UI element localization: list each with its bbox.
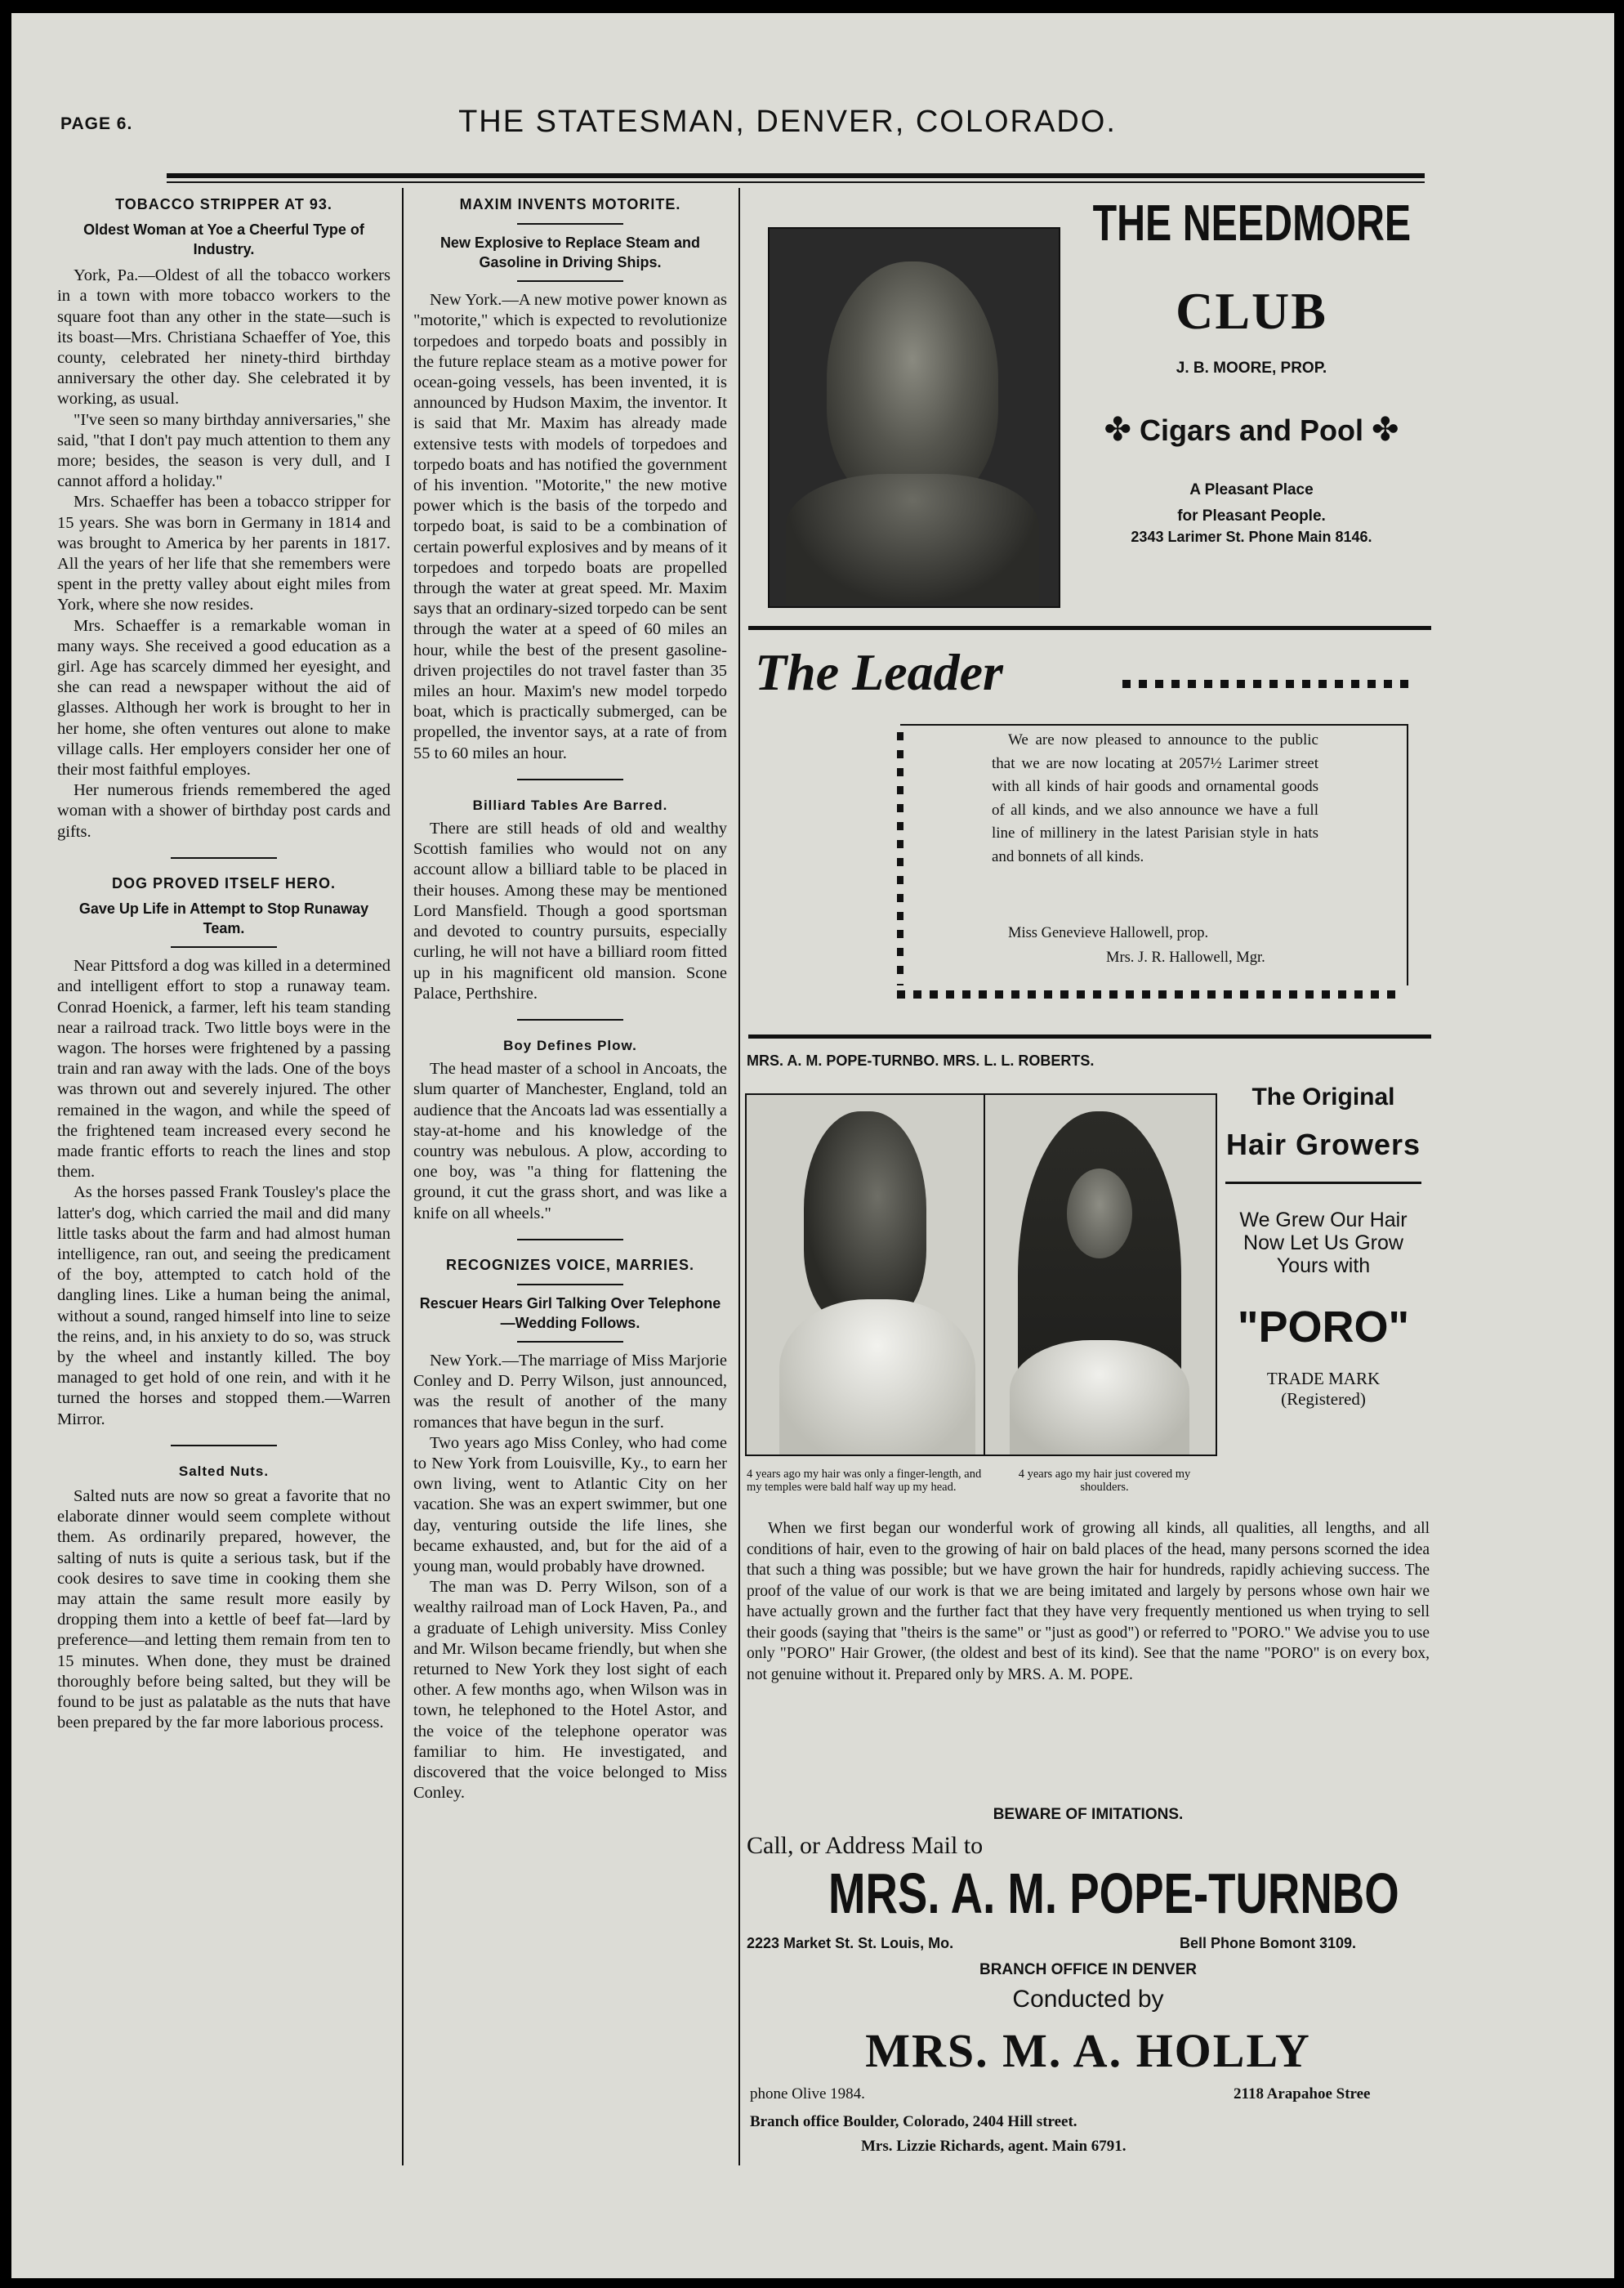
tobacco-paragraph: Mrs. Schaeffer is a remarkable woman in many ways. She received a good education as a girl. Age has scarcely dimmed her eyesight, and she can read a newspaper without the aid of glasses. Although her work is brought to her in her home, she often ventures out alone to make village calls. Her employers consider her one of their most faithful employes. — [57, 616, 390, 780]
voice-paragraph: The man was D. Perry Wilson, son of a wealthy railroad man of Lock Haven, Pa., and a graduate of Lehigh university. Miss Conley and Mr. Wilson became friendly, but when she returned to New York they lost sight of each other. A few months ago, when Wilson was in town, he telephoned to the Hotel Astor, and the voice of the telephone operator was familiar to him. He investigated, and discovered that the voice belonged to Miss Conley. — [413, 1578, 727, 1803]
before-photo — [745, 1093, 1002, 1456]
poro-slogan: We Grew Our Hair Now Let Us Grow Yours with — [1239, 1209, 1408, 1277]
tobacco-paragraph: Mrs. Schaeffer has been a tobacco stripper for 15 years. She was born in Germany in 1814 and was brought to America by her parents in 1817. All the years of her life that she remembers were spent in the pretty valley about eight miles from York, where she now resides. — [57, 493, 390, 614]
woman-profile-figure — [779, 1299, 975, 1455]
needmore-prop: J. B. MOORE, PROP. — [1176, 360, 1327, 377]
voice-paragraph: Two years ago Miss Conley, who had come to New York from Louisville, Ky., to earn her own living, went to Atlantic City on her vacation. She was an expert swimmer, but one day, venturing outside the life lines, she became exhausted, and, but for the aid of a young man, would probably have drowned. — [413, 1433, 727, 1575]
billiard-paragraph: There are still heads of old and wealthy Scottish families who would not on any account allow a billiard table to be placed in their houses. Among these may be mentioned Lord Mansfield. Though a good sportsman and devoted to country pursuits, especially curling, he will not have a billiard room fitted up in his magnificent old mansion. Scone Palace, Perthshire. — [413, 820, 727, 1003]
column-1 — [57, 194, 390, 1733]
voice-headline: RECOGNIZES VOICE, MARRIES. — [445, 1256, 695, 1273]
poro-agent: Mrs. Lizzie Richards, agent. Main 6791. — [861, 2138, 1127, 2155]
column-2 — [413, 194, 727, 1803]
leader-box-rule — [1407, 724, 1408, 985]
leader-mgr: Mrs. J. R. Hallowell, Mgr. — [1106, 950, 1265, 966]
fleuron-icon: ✤ — [1104, 411, 1131, 448]
tobacco-paragraph: Her numerous friends remembered the aged woman with a shower of birthday post cards and gifts. — [57, 781, 390, 841]
column-divider-2 — [738, 188, 740, 2165]
ad-divider — [748, 1035, 1431, 1039]
voice-paragraph: New York.—The marriage of Miss Marjorie Conley and D. Perry Wilson, just announced, was the result of another of the many romances that have begun in the surf. — [413, 1351, 727, 1432]
poro-registered: (Registered) — [1281, 1389, 1366, 1409]
poro-boulder: Branch office Boulder, Colorado, 2404 Hill street. — [750, 2113, 1077, 2130]
separator — [171, 857, 277, 859]
separator — [171, 1445, 277, 1446]
separator — [517, 280, 623, 282]
separator — [517, 1239, 623, 1240]
nuts-headline: Salted Nuts. — [178, 1463, 270, 1479]
poro-branch: BRANCH OFFICE IN DENVER — [979, 1961, 1197, 1978]
leader-ornament-border — [897, 990, 1403, 999]
separator — [517, 223, 623, 225]
poro-call: Call, or Address Mail to — [747, 1832, 984, 1859]
needmore-place1: A Pleasant Place — [1189, 481, 1314, 498]
leader-ornament-border — [897, 732, 903, 985]
tobacco-subhead: Oldest Woman at Yoe a Cheerful Type of Industry. — [83, 221, 364, 258]
leader-prop: Miss Genevieve Hallowell, prop. — [1008, 925, 1209, 941]
portrait-photo — [768, 227, 1060, 608]
column-divider-1 — [402, 188, 404, 2165]
woman-long-hair-figure — [1010, 1340, 1189, 1455]
poro-trade-mark: TRADE MARK — [1266, 1369, 1381, 1388]
needmore-address: 2343 Larimer St. Phone Main 8146. — [1131, 529, 1372, 545]
poro-hair-growers: Hair Growers — [1225, 1128, 1421, 1161]
poro-body: When we first began our wonderful work of growing all kinds, all qualities, all lengths, and all conditions of hair, even to the growing of hair on bald places of the head, many persons scorned the idea that such a thing was possible; but we have grown the hair for hundreds, rapidly achieving success. The proof of the value of our work is that we are being imitated and largely by persons whose own hair we have actually grown and the further fact that they have very frequently mentioned us when trying to sell their goods (saying that "theirs is the same" or "just as good") or referred to "PORO." We advise you to use only "PORO" Hair Grower, (the oldest and best of its kind). See that the name "PORO" is on every box, not genuine without it. Prepared only by MRS. A. M. POPE. — [747, 1520, 1430, 1683]
voice-subhead: Rescuer Hears Girl Talking Over Telephone—Wedding Follows. — [419, 1294, 721, 1331]
tobacco-paragraph: "I've seen so many birthday anniversaries," she said, "that I don't pay much attention to them any more; besides, the season is very dull, and I cannot afford a holiday." — [57, 410, 390, 491]
dog-headline: DOG PROVED ITSELF HERO. — [111, 874, 337, 892]
masthead: THE STATESMAN, DENVER, COLORADO. — [458, 105, 1117, 139]
newspaper-page — [11, 13, 1614, 2278]
poro-conducted: Conducted by — [1012, 1986, 1164, 2013]
poro-holly: MRS. M. A. HOLLY — [865, 2024, 1311, 2077]
poro-address-right: Bell Phone Bomont 3109. — [1180, 1935, 1357, 1951]
portrait-figure — [786, 474, 1039, 605]
leader-body: We are now pleased to announce to the public that we are now locating at 2057½ Larimer street with all kinds of hair goods and ornamental goods of all kinds, and we also announce we have a full line of millinery in the latest Parisian style in hats and bonnets of all kinds. — [992, 731, 1318, 865]
dog-subhead: Gave Up Life in Attempt to Stop Runaway Team. — [78, 900, 369, 937]
maxim-paragraph: New York.—A new motive power known as "motorite," which is expected to revolutionize torpedoes and torpedo boats and possibly in the future replace steam as a motive power for ocean-going vessels, has been invented, it is announced by Hudson Maxim, the inventor. It is said that Mr. Maxim has already made extensive tests with models of torpedoes and torpedo boats and has notified the government of his invention. "Motorite," the new motive power which is the basis of the torpedo and torpedo boat, is said to be a combination of certain powerful explosives and by means of it torpedoes and torpedo boats are propelled through the water at great speed. Mr. Maxim says that an ordinary-sized torpedo can be sent through the water at a speed of 60 miles an hour, while the best of the present gasoline-driven projectiles do not travel faster than 35 miles an hour. Maxim's new model torpedo boat, which is practically submerged, can be propelled, the inventor says, at a rate of from 55 to 60 miles an hour. — [413, 291, 727, 762]
after-photo — [984, 1093, 1217, 1456]
separator — [517, 1019, 623, 1021]
needmore-ad — [1073, 194, 1430, 546]
maxim-headline: MAXIM INVENTS MOTORITE. — [459, 196, 681, 212]
leader-title: The Leader — [755, 643, 1003, 701]
poro-original: The Original — [1251, 1084, 1395, 1110]
dog-paragraph: As the horses passed Frank Tousley's place the latter's dog, which carried the mail and did many little tasks about the farm and had almost human intelligence, ran out, and seeing the predicament of the boy, attempted to catch hold of the dangling lines. Like a human being the animal, without a sound, ranged himself into line to seize the reins, and, in his anxiety to do so, was struck by the wheel and instantly killed. The boy managed to get hold of one rein, and with it he turned the horses and stopped them.—Warren Mirror. — [57, 1183, 390, 1428]
leader-ornament-border — [1122, 680, 1417, 688]
needmore-cigars-text: Cigars and Pool — [1139, 413, 1364, 447]
needmore-club: CLUB — [1176, 282, 1327, 340]
needmore-title: THE NEEDMORE — [1092, 195, 1412, 252]
masthead-rule — [167, 173, 1425, 178]
poro-address-left: 2223 Market St. St. Louis, Mo. — [747, 1935, 954, 1951]
nuts-paragraph: Salted nuts are now so great a favorite that no elaborate dinner would seem complete without them. As ordinarily prepared, however, the salting of nuts is quite a serious task, but if the cook desires to save time in cooking them she may attain the same result more easily by dropping them into a kettle of beef fat—lard by preference—and letting them remain from ten to 15 minutes. When done, they must be drained thoroughly before being salted, but they will be found to be just as palatable as the nuts that have been prepared by the far more laborious process. — [57, 1486, 390, 1732]
tobacco-headline: TOBACCO STRIPPER AT 93. — [115, 196, 332, 212]
plow-paragraph: The head master of a school in Ancoats, the slum quarter of Manchester, England, told an audience that the Ancoats lad was essentially a stay-at-home and his knowledge of the country was nebulous. A plow, according to one boy, was "a thing for flattening the ground, it cut the grass short, and was like a knife on all wheels." — [413, 1060, 727, 1222]
fleuron-icon: ✤ — [1372, 411, 1399, 448]
separator — [517, 779, 623, 780]
poro-brand: "PORO" — [1237, 1303, 1410, 1352]
dog-paragraph: Near Pittsford a dog was killed in a determined and intelligent effort to stop a runaway team. Conrad Hoenick, a farmer, left his team standing near a railroad track. Two little boys were in the wagon. The horses were frightened by a passing train and ran away with the lads. One of the boys was thrown out and severely injured. The other remained in the wagon, and while the speed of the frightened team increased every second he made frantic efforts to reach the lines and stop them. — [57, 957, 390, 1182]
woman-profile-figure — [804, 1111, 926, 1324]
poro-beware: BEWARE OF IMITATIONS. — [993, 1806, 1184, 1823]
separator — [171, 946, 277, 948]
billiard-headline: Billiard Tables Are Barred. — [472, 797, 668, 813]
poro-rule — [1225, 1182, 1421, 1184]
separator — [517, 1341, 623, 1343]
page-number: PAGE 6. — [60, 114, 133, 133]
poro-phone-left: phone Olive 1984. — [750, 2085, 865, 2103]
poro-name-big: MRS. A. M. POPE-TURNBO — [828, 1861, 1399, 1925]
needmore-place2: for Pleasant People. — [1177, 507, 1326, 525]
separator — [517, 1284, 623, 1285]
maxim-subhead: New Explosive to Replace Steam and Gasoline in Driving Ships. — [439, 235, 701, 271]
tobacco-paragraph: York, Pa.—Oldest of all the tobacco workers in a town with more tobacco workers to the square foot than any other in the state—such is its boast—Mrs. Christiana Schaeffer of Yoe, this county, celebrated her ninety-third birthday anniversary the other day. She celebrated it by working, as usual. — [57, 266, 390, 409]
leader-box-rule — [900, 724, 1407, 726]
needmore-cigars — [1073, 410, 1430, 449]
poro-sidebar — [1220, 1084, 1426, 1410]
poro-phone-right: 2118 Arapahoe Stree — [1234, 2085, 1371, 2103]
plow-headline: Boy Defines Plow. — [503, 1037, 637, 1053]
poro-names: MRS. A. M. POPE-TURNBO. MRS. L. L. ROBERTS. — [747, 1052, 1095, 1069]
woman-long-hair-figure — [1067, 1169, 1132, 1258]
masthead-rule-thin — [167, 181, 1425, 183]
caption-right: 4 years ago my hair just covered my shoulders. — [1018, 1468, 1191, 1494]
portrait-figure — [827, 261, 998, 507]
caption-left: 4 years ago my hair was only a finger-length, and my temples were bald half way up my head. — [747, 1468, 982, 1494]
ad-divider — [748, 626, 1431, 630]
